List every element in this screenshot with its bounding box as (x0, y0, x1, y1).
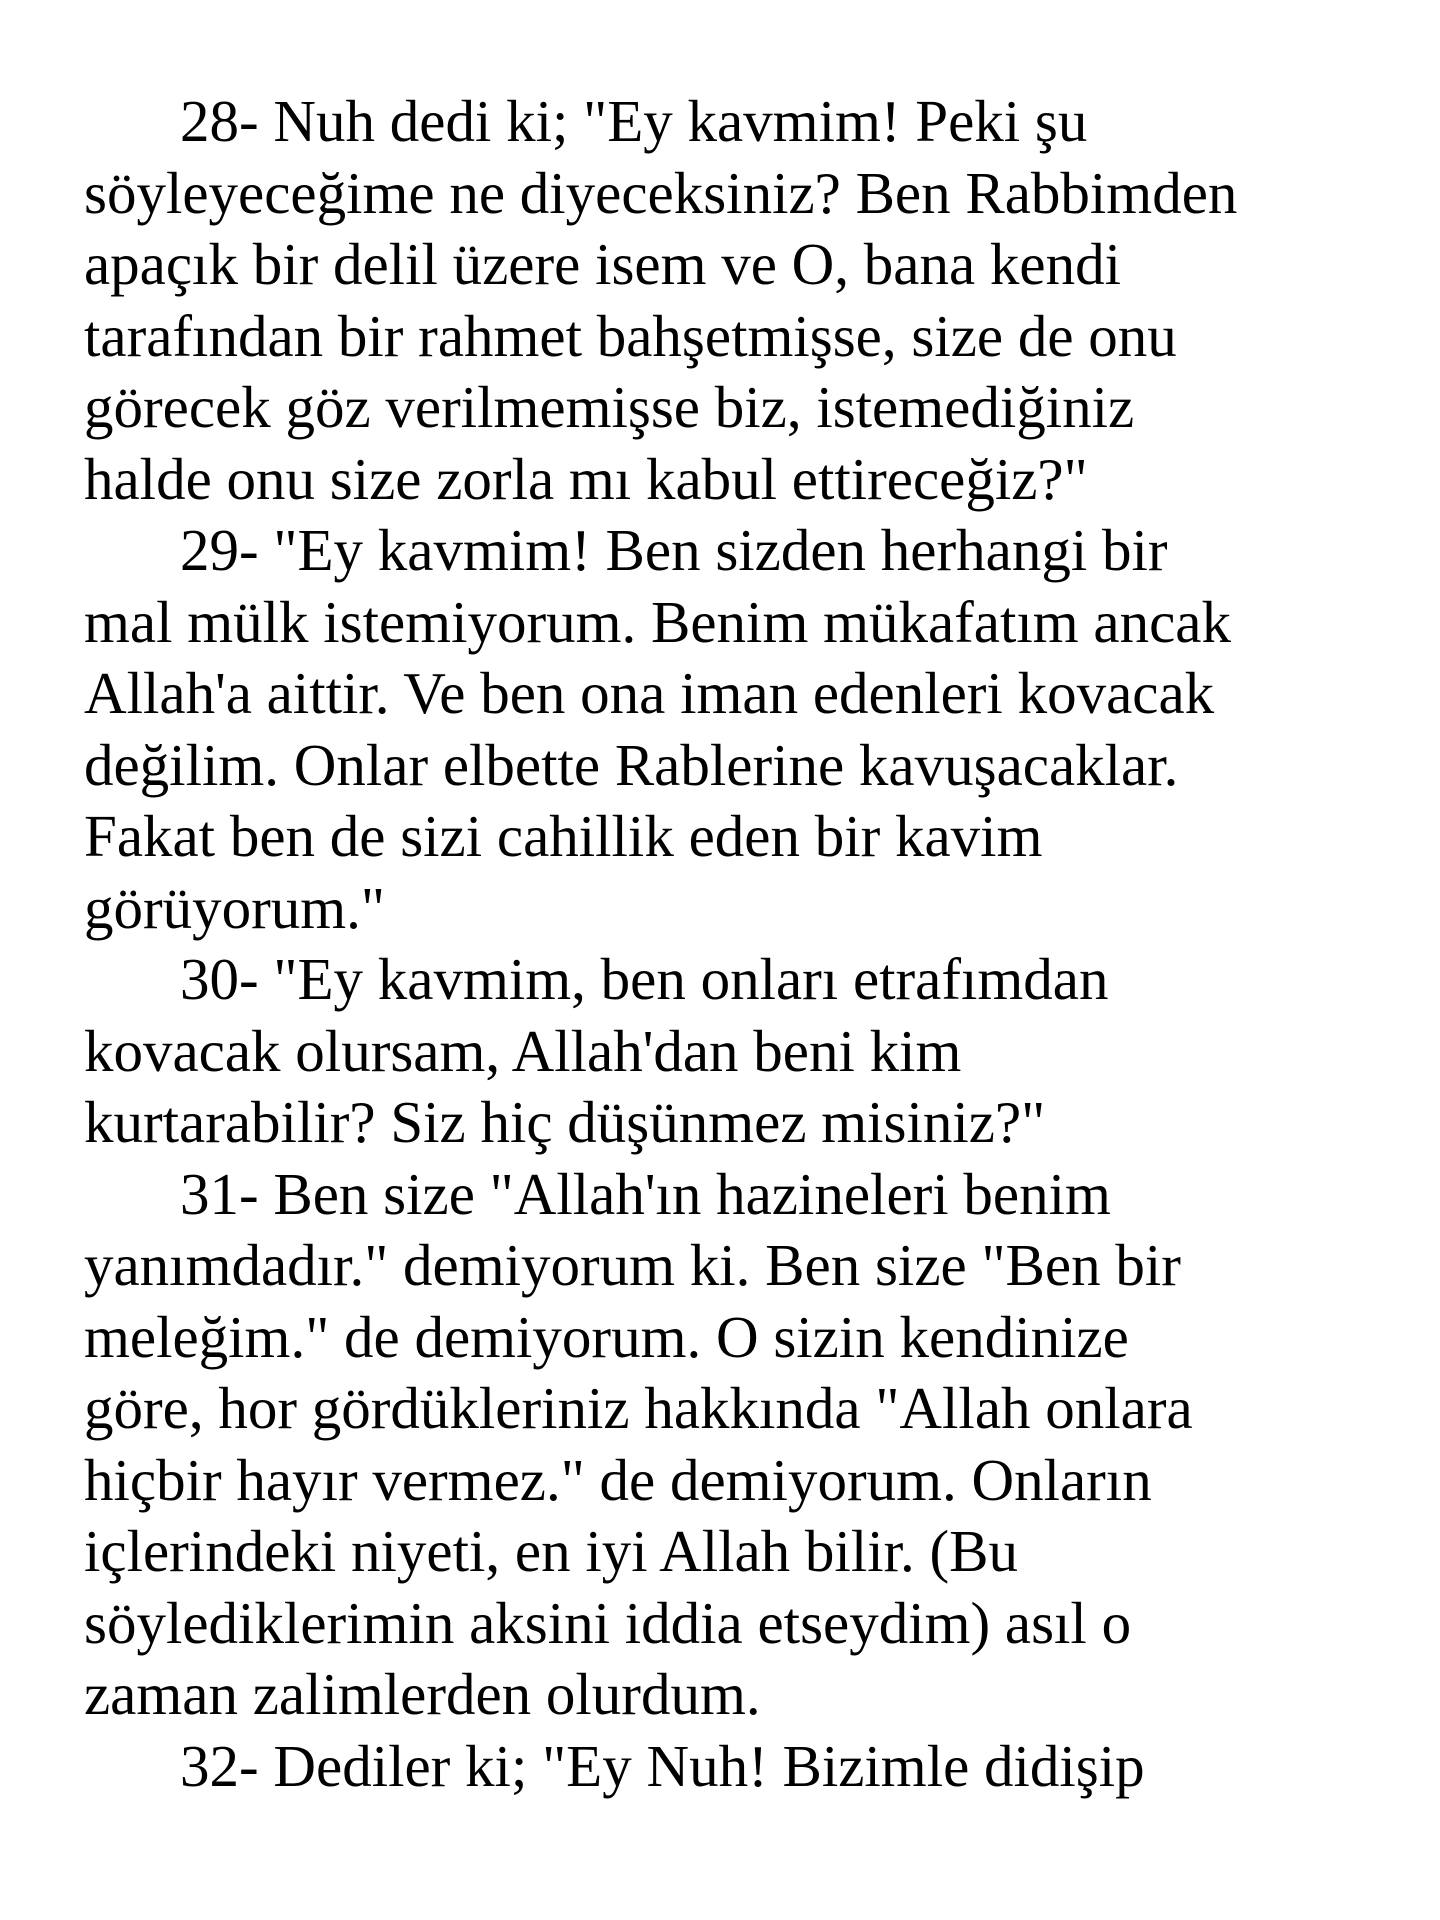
text-line: 30- "Ey kavmim, ben onları etrafımdan (180, 946, 1109, 1012)
text-line: yanımdadır." demiyorum ki. Ben size "Ben bir (84, 1232, 1181, 1298)
text-line: 28- Nuh dedi ki; "Ey kavmim! Peki şu (180, 88, 1088, 154)
text-line: Allah'a aittir. Ve ben ona iman edenleri kovacak (84, 660, 1215, 726)
text-line: içlerindeki niyeti, en iyi Allah bilir. (Bu (84, 1518, 1019, 1584)
text-line: söyleyeceğime ne diyeceksiniz? Ben Rabbimden (84, 159, 1238, 226)
text-line: görüyorum." (84, 874, 386, 941)
text-line: halde onu size zorla mı kabul ettireceğiz?" (84, 445, 1088, 512)
text-line: mal mülk istemiyorum. Benim mükafatım ancak (84, 588, 1231, 655)
text-line: kurtarabilir? Siz hiç düşünmez misiniz?" (84, 1089, 1046, 1155)
text-line: göre, hor gördükleriniz hakkında "Allah onlara (84, 1375, 1193, 1441)
text-line: apaçık bir delil üzere isem ve O, bana kendi (84, 231, 1121, 297)
text-line: 32- Dediler ki; "Ey Nuh! Bizimle didişip (180, 1732, 1145, 1799)
text-line: hiçbir hayır vermez." de demiyorum. Onların (84, 1446, 1152, 1513)
text-line: 29- "Ey kavmim! Ben sizden herhangi bir (180, 517, 1168, 583)
text-line: zaman zalimlerden olurdum. (84, 1661, 761, 1727)
text-line: söylediklerimin aksini iddia etseydim) asıl o (84, 1589, 1132, 1656)
text-line: değilim. Onlar elbette Rablerine kavuşacaklar. (84, 731, 1179, 798)
text-line: meleğim." de demiyorum. O sizin kendinize (84, 1303, 1129, 1370)
text-line: kovacak olursam, Allah'dan beni kim (84, 1017, 962, 1084)
text-line: 31- Ben size "Allah'ın hazineleri benim (180, 1160, 1111, 1227)
text-line: tarafından bir rahmet bahşetmişse, size de onu (84, 302, 1177, 369)
body-text (84, 86, 1384, 1802)
text-line: Fakat ben de sizi cahillik eden bir kavim (84, 803, 1043, 869)
text-line: görecek göz verilmemişse biz, istemediğiniz (84, 374, 1135, 440)
